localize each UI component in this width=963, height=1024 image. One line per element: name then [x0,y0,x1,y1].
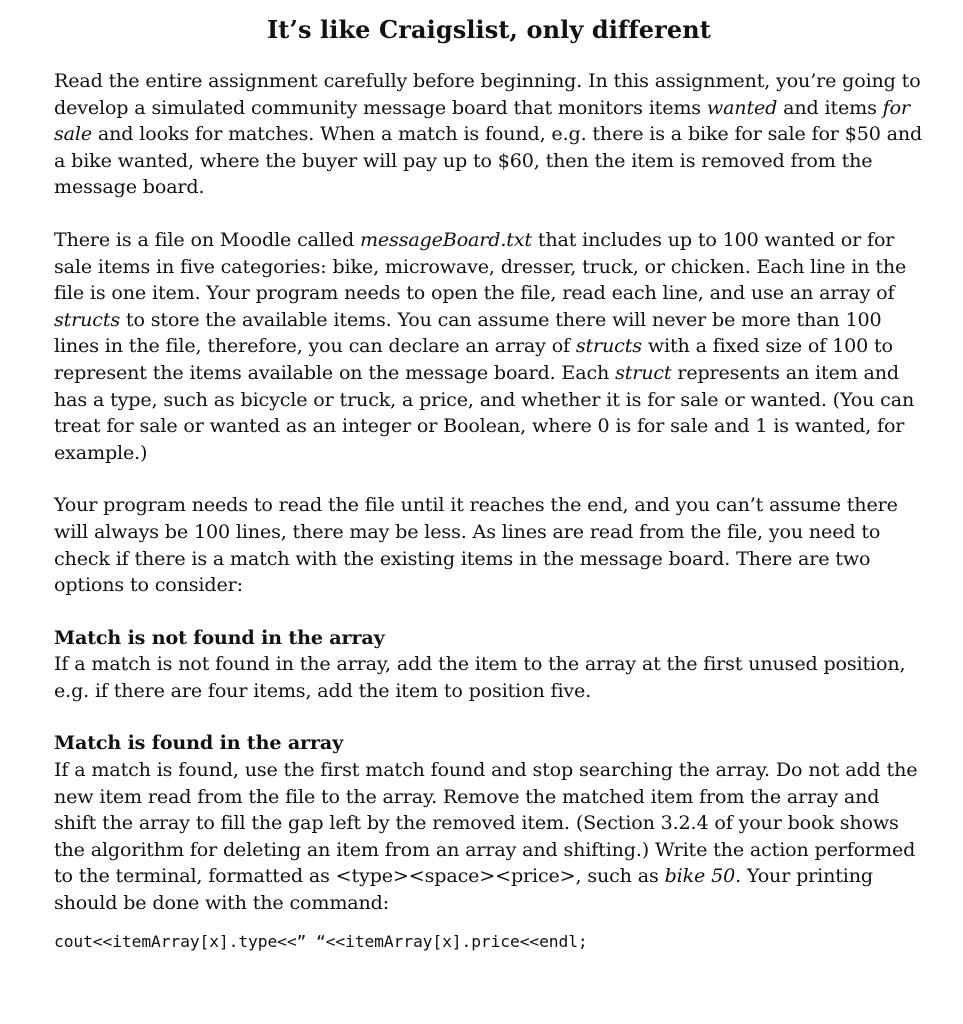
found-text-2: . Your printing should be done with the command: [54,864,873,915]
intro-text-1: Read the entire assignment carefully before beginning. In this assignment, you’re going to develop a simulated community message board that monitors items [54,69,921,119]
file-emphasis-filename: messageBoard.txt [359,227,532,251]
intro-emphasis-wanted: wanted [706,95,778,119]
file-emphasis-struct: struct [615,360,672,384]
intro-emphasis-for-sale: for sale [54,95,910,146]
reading-paragraph: Your program needs to read the file until it reaches the end, and you can’t assume there will always be 100 lines, there may be less. As lines are read from the file, you need to check if there is a match with the existing items in the message board. There are two options to consider: [54,493,898,597]
section-body-found [54,757,924,917]
section-heading-found: Match is found in the array [54,731,344,755]
intro-paragraph [54,68,924,201]
file-text-1: There is a file on Moodle called [54,227,360,251]
file-text-4: with a fixed size of 100 to represent the items available on the message board. Each [54,334,893,384]
code-snippet: cout<<itemArray[x].type<<” “<<itemArray[x].price<<endl; [54,931,588,951]
file-text-5: represents an item and has a type, such as bicycle or truck, a price, and whether it is for sale or wanted. (You can treat for sale or wanted as an integer or Boolean, where 0 is for sale and 1 is wanted, for example.) [54,360,915,464]
assignment-document [54,14,924,954]
intro-text-2: and items [777,95,883,119]
section-body-not-found: If a match is not found in the array, add the item to the array at the first unused position, e.g. if there are four items, add the item to position five. [54,652,906,702]
intro-text-3: and looks for matches. When a match is found, e.g. there is a bike for sale for $50 and a bike wanted, where the buyer will pay up to $60, then the item is removed from the message board. [54,122,923,199]
file-paragraph [54,227,924,466]
file-text-3: to store the available items. You can assume there will never be more than 100 lines in the file, therefore, you can declare an array of [54,307,882,358]
found-text-1: If a match is found, use the first match found and stop searching the array. Do not add the new item read from the file to the array. Remove the matched item from the array and shift the array to fill the gap left by the removed item. (Section 3.2.4 of your book shows the algorithm for deleting an item from an array and shifting.) Write the action performed to the terminal, formatted as <type><space><price>, such as [54,758,918,888]
found-emphasis-example: bike 50 [664,864,736,888]
file-emphasis-structs-1: structs [54,307,121,331]
section-heading-not-found: Match is not found in the array [54,625,385,649]
document-title: It’s like Craigslist, only different [266,15,711,44]
file-emphasis-structs-2: structs [575,334,642,358]
file-text-2: that includes up to 100 wanted or for sale items in five categories: bike, microwave, dresser, truck, or chicken. Each line in the file is one item. Your program needs to open the file, read each line, and use an array of [54,227,907,305]
